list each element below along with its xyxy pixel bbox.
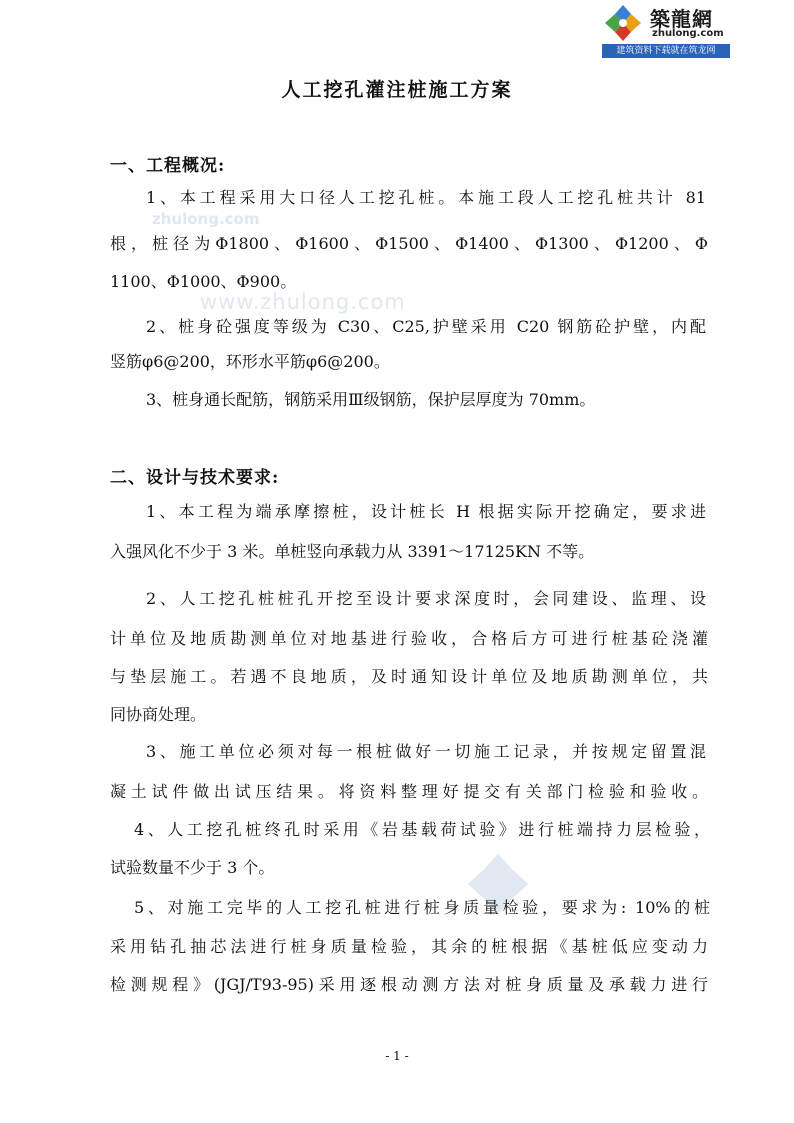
- paragraph-line: 计单位及地质勘测单位对地基进行验收，合格后方可进行桩基砼浇灌: [110, 629, 708, 648]
- paragraph-line: 检测规程》(JGJ/T93-95)采用逐根动测方法对桩身质量及承载力进行: [110, 975, 708, 994]
- watermark-text: zhulong.com: [152, 210, 260, 228]
- section-heading: 一、工程概况:: [110, 156, 226, 176]
- logo-name: 築龍網: [650, 7, 713, 31]
- paragraph-line: 1、本工程为端承摩擦桩，设计桩长 H 根据实际开挖确定，要求进: [146, 502, 706, 521]
- paragraph-line: 试验数量不少于 3 个。: [110, 858, 275, 877]
- paragraph-line: 2、人工挖孔桩桩孔开挖至设计要求深度时，会同建设、监理、设: [146, 589, 706, 608]
- paragraph-line: 1、本工程采用大口径人工挖孔桩。本施工段人工挖孔桩共计 81: [146, 188, 706, 207]
- logo-diamond-icon: [604, 4, 642, 42]
- paragraph-line: 竖筋φ6@200，环形水平筋φ6@200。: [110, 352, 390, 371]
- paragraph-line: 同协商处理。: [110, 705, 207, 724]
- logo-slogan: 建筑资料下载就在筑龙网: [602, 44, 730, 58]
- logo-url: zhulong.com: [652, 28, 724, 39]
- paragraph-line: 凝土试件做出试压结果。将资料整理好提交有关部门检验和验收。: [110, 782, 708, 801]
- paragraph-line: 采用钻孔抽芯法进行桩身质量检验，其余的桩根据《基桩低应变动力: [110, 937, 708, 956]
- paragraph-line: 3、桩身通长配筋，钢筋采用Ⅲ级钢筋，保护层厚度为 70mm。: [146, 390, 596, 409]
- page-number: - 1 -: [385, 1049, 409, 1063]
- section-heading: 二、设计与技术要求:: [110, 468, 280, 488]
- paragraph-line: 2、桩身砼强度等级为 C30、C25,护壁采用 C20 钢筋砼护壁，内配: [146, 317, 706, 336]
- watermark-text: www.zhulong.com: [200, 290, 406, 314]
- paragraph-line: 与垫层施工。若遇不良地质，及时通知设计单位及地质勘测单位，共: [110, 667, 708, 686]
- paragraph-line: 3、施工单位必须对每一根桩做好一切施工记录，并按规定留置混: [146, 742, 706, 761]
- paragraph-line: 4、人工挖孔桩终孔时采用《岩基载荷试验》进行桩端持力层检验，: [134, 820, 710, 839]
- paragraph-line: 1100、Φ1000、Φ900。: [110, 272, 297, 291]
- document-title: 人工挖孔灌注桩施工方案: [281, 79, 513, 101]
- paragraph-line: 5、对施工完毕的人工挖孔桩进行桩身质量检验，要求为: 10%的桩: [134, 898, 710, 917]
- paragraph-line: 入强风化不少于 3 米。单桩竖向承载力从 3391～17125KN 不等。: [110, 542, 595, 561]
- paragraph-line: 根，桩径为Φ1800、Φ1600、Φ1500、Φ1400、Φ1300、Φ1200、Φ: [110, 234, 708, 253]
- site-logo: [600, 0, 732, 60]
